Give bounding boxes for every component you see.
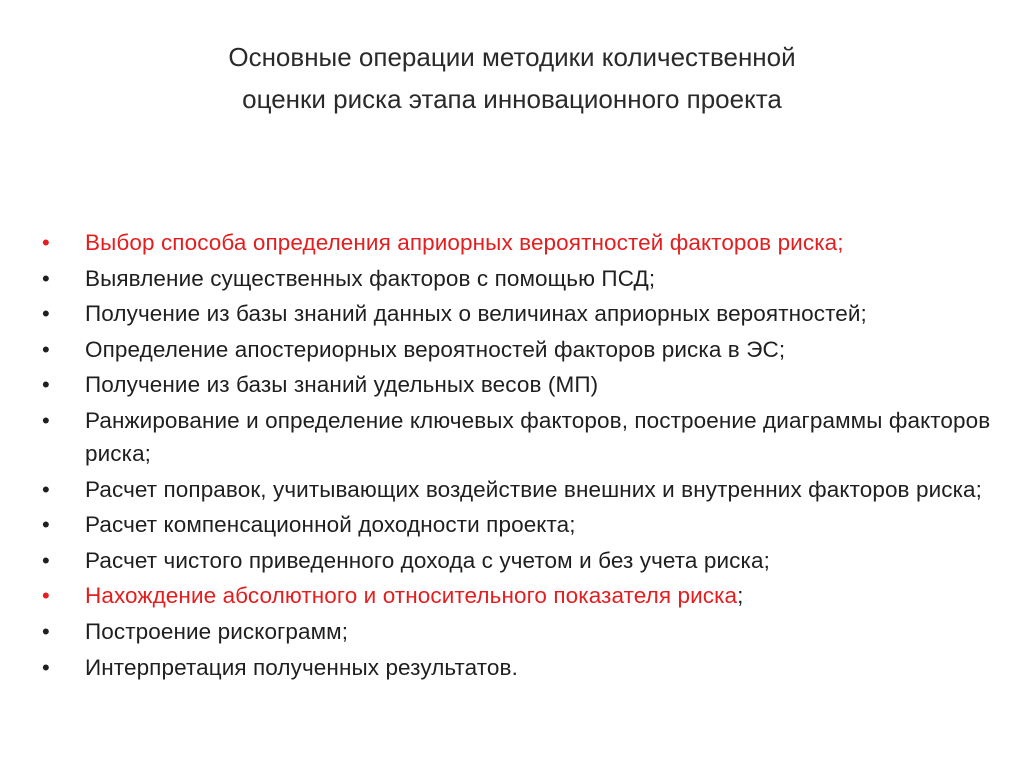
list-item-text: Выявление существенных факторов с помощью ПСД; bbox=[85, 265, 656, 291]
list-item-text: Ранжирование и определение ключевых факторов, построение диаграммы факторов риска; bbox=[85, 407, 991, 466]
list-item-text: Получение из базы знаний данных о величинах априорных вероятностей; bbox=[85, 301, 867, 327]
bullet-icon: • bbox=[42, 476, 50, 502]
list-item bbox=[42, 473, 1002, 506]
list-item bbox=[42, 297, 1002, 330]
bullet-icon: • bbox=[42, 512, 50, 538]
operations-list bbox=[42, 226, 1002, 686]
list-item-text: Получение из базы знаний удельных весов (МП) bbox=[85, 372, 599, 398]
bullet-icon: • bbox=[42, 230, 50, 255]
list-item-text: Расчет чистого приведенного дохода с учетом и без учета риска; bbox=[85, 547, 770, 573]
bullet-icon: • bbox=[42, 301, 50, 327]
bullet-icon: • bbox=[42, 265, 50, 291]
list-item-text: Выбор способа определения априорных вероятностей факторов риска; bbox=[85, 230, 844, 255]
slide-title-line-2: оценки риска этапа инновационного проекта bbox=[242, 84, 782, 114]
bullet-icon: • bbox=[42, 654, 50, 680]
list-item bbox=[42, 544, 1002, 577]
bullet-icon: • bbox=[42, 547, 50, 573]
list-item bbox=[42, 262, 1002, 295]
list-item-text: Определение апостериорных вероятностей факторов риска в ЭС; bbox=[85, 336, 786, 362]
bullet-icon: • bbox=[42, 336, 50, 362]
list-item-text: Построение рискограмм; bbox=[85, 618, 349, 644]
list-item bbox=[42, 226, 1002, 259]
list-item bbox=[42, 368, 1002, 401]
list-item bbox=[42, 651, 1002, 684]
list-item bbox=[42, 508, 1002, 541]
bullet-icon: • bbox=[42, 407, 50, 433]
list-item-text: Расчет компенсационной доходности проекта; bbox=[85, 512, 576, 538]
list-item bbox=[42, 333, 1002, 366]
list-item-suffix: ; bbox=[737, 583, 744, 609]
list-item bbox=[42, 615, 1002, 648]
list-item bbox=[42, 579, 1002, 612]
bullet-icon: • bbox=[42, 583, 50, 609]
list-item-text: Интерпретация полученных результатов. bbox=[85, 654, 518, 680]
list-item bbox=[42, 404, 1002, 470]
list-item-text: Расчет поправок, учитывающих воздействие внешних и внутренних факторов риска; bbox=[85, 476, 982, 502]
bullet-icon: • bbox=[42, 372, 50, 398]
slide-title bbox=[0, 36, 1024, 120]
bullet-icon: • bbox=[42, 618, 50, 644]
list-item-text: Нахождение абсолютного и относительного показателя риска bbox=[85, 583, 738, 609]
slide-title-line-1: Основные операции методики количественной bbox=[228, 42, 796, 72]
